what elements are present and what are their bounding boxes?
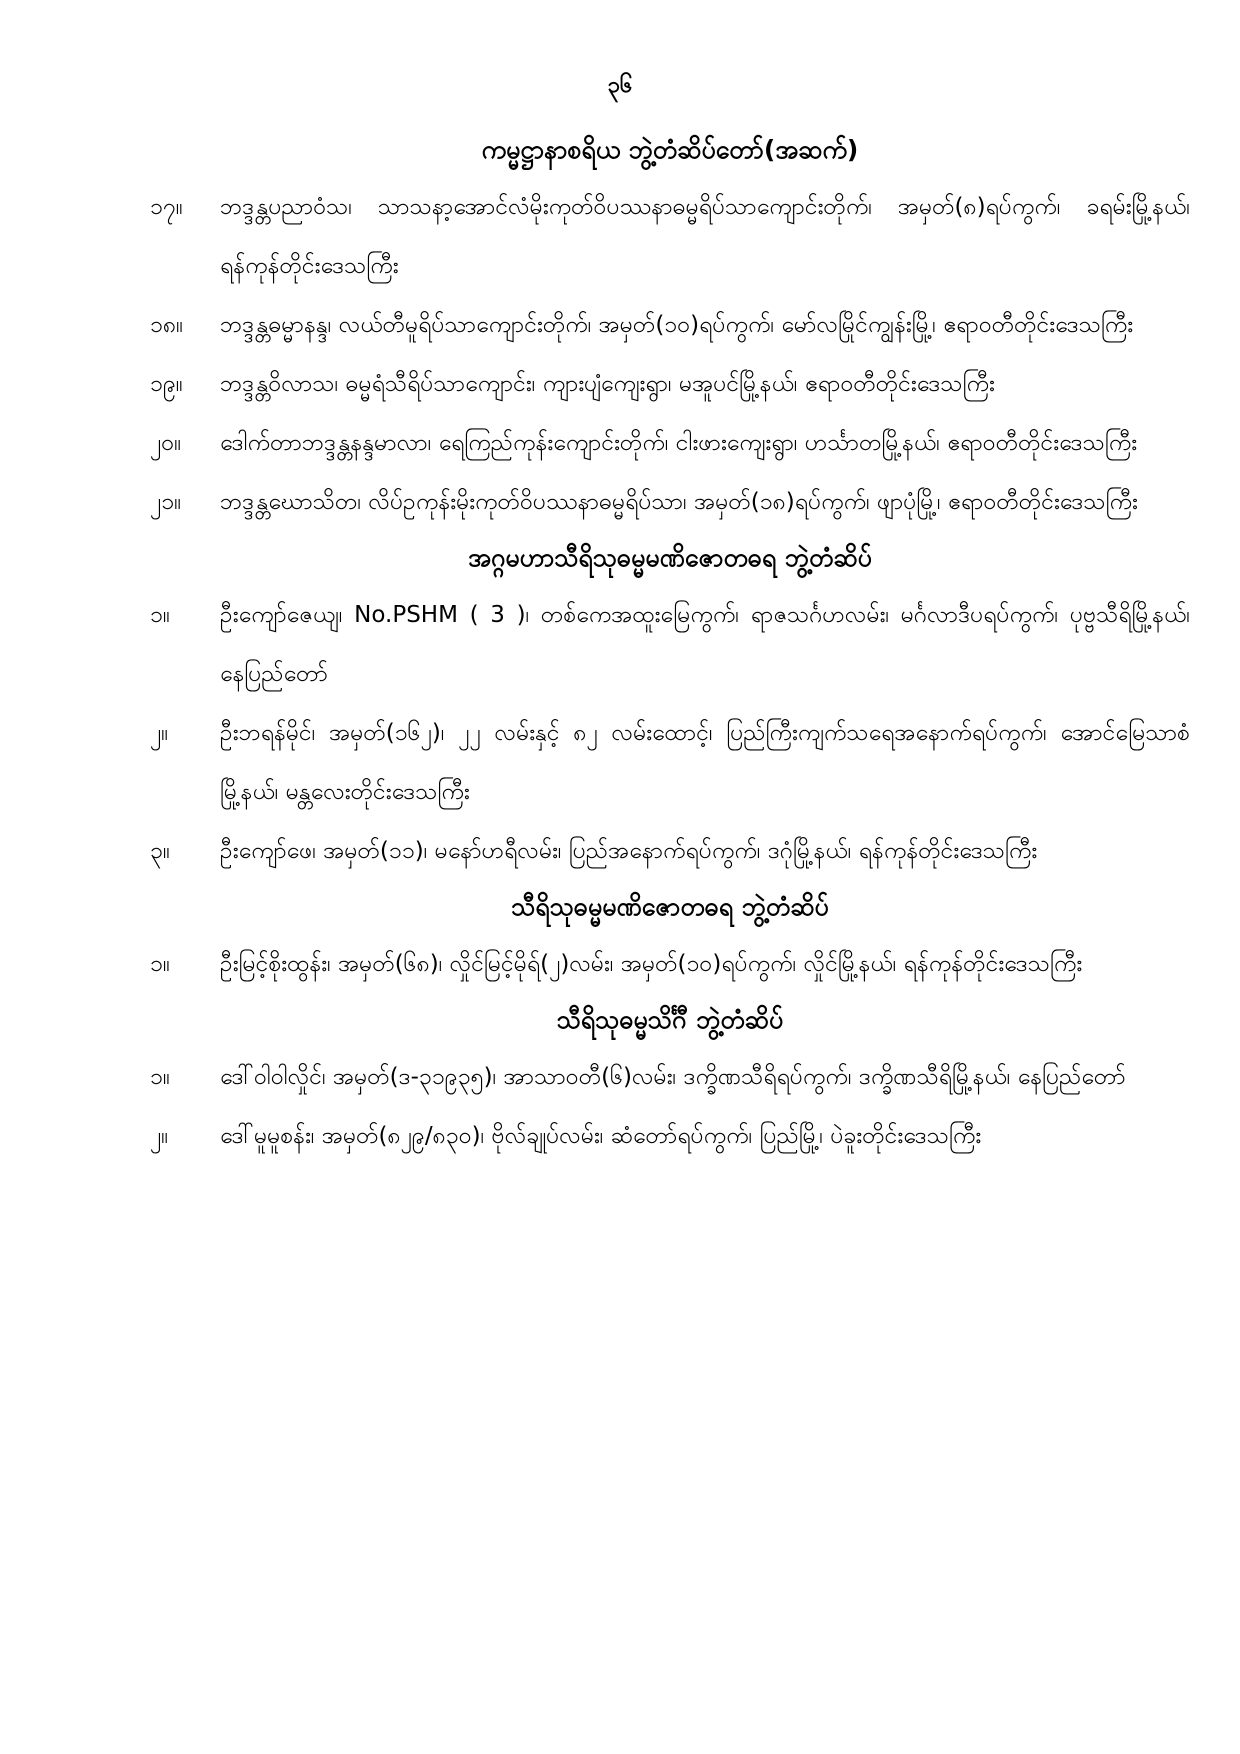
section-thiri-thudhamma-thingi [150, 998, 1190, 1166]
item-text: ဒေါက်တာဘဒ္ဒန္တနန္ဒမာလာ၊ ရေကြည်ကုန်းကျောင်းတိုက်၊ ငါးဖားကျေးရွာ၊ ဟင်္သာတမြို့နယ်၊ ဧရာဝတီတိုင်းဒေသကြီး [220, 430, 1138, 456]
item-text: ဒေါ်မူမူစန်း၊ အမှတ်(၈၂၉/၈၃၀)၊ ဗိုလ်ချုပ်လမ်း၊ ဆံတော်ရပ်ကွက်၊ ပြည်မြို့၊ ပဲခူးတိုင်းဒေသကြီး [220, 1123, 982, 1149]
item-number: ၂။ [150, 1123, 169, 1149]
section-thiri-thudhamma-mani [150, 885, 1190, 994]
item-number: ၁၇။ [150, 194, 183, 220]
item-text: ဦးဘရန်မိုင်၊ အမှတ်(၁၆၂)၊ ၂၂ လမ်းနှင့် ၈၂ လမ်းထောင့်၊ ပြည်ကြီးကျက်သရေအနောက်ရပ်ကွက်၊ အောင်မြေသာစံမြို့နယ်၊ မန္တလေးတိုင်းဒေသကြီး [220, 720, 1190, 805]
item-text: ဒေါ်ဝါဝါလှိုင်၊ အမှတ်(ဒ-၃၁၉၃၅)၊ အာသာဝတီ(၆)လမ်း၊ ဒက္ခိဏသီရိရပ်ကွက်၊ ဒက္ခိဏသီရိမြို့နယ်၊ နေပြည်တော် [220, 1064, 1126, 1090]
item-number: ၂။ [150, 720, 169, 746]
item-text: ဦးကျော်ဖေ၊ အမှတ်(၁၁)၊ မနော်ဟရီလမ်း၊ ပြည်အနောက်ရပ်ကွက်၊ ဒဂုံမြို့နယ်၊ ရန်ကုန်တိုင်းဒေသကြီး [220, 838, 1038, 864]
list-item [150, 586, 1190, 704]
section-heading: အဂ္ဂမဟာသီရိသုဓမ္မမဏိဇောတဓရ ဘွဲ့တံဆိပ် [468, 543, 872, 572]
item-number: ၂၁။ [150, 489, 182, 515]
list-item [150, 1048, 1190, 1107]
section-heading: သီရိသုဓမ္မမဏိဇောတဓရ ဘွဲ့တံဆိပ် [511, 892, 829, 921]
list-item [150, 935, 1190, 994]
item-text: ဦးမြင့်စိုးထွန်း၊ အမှတ်(၆၈)၊ လှိုင်မြင့်မိုရ်(၂)လမ်း၊ အမှတ်(၁၀)ရပ်ကွက်၊ လှိုင်မြို့နယ်၊ ရန်ကုန်တိုင်းဒေသကြီး [220, 951, 1083, 977]
list-item [150, 704, 1190, 822]
item-number: ၁။ [150, 1064, 170, 1090]
section-kammatthanacariya [150, 128, 1190, 532]
list-item [150, 178, 1190, 296]
item-text: ဘဒ္ဒန္တပညာဝံသ၊ သာသနာ့အောင်လံမိုးကုတ်ဝိပဿနာဓမ္မရိပ်သာကျောင်းတိုက်၊ အမှတ်(၈)ရပ်ကွက်၊ ခရမ်းမြို့နယ်၊ ရန်ကုန်တိုင်းဒေသကြီး [220, 194, 1190, 279]
item-text: ဘဒ္ဒန္တဓမ္မာနန္ဒ၊ လယ်တီမူရိပ်သာကျောင်းတိုက်၊ အမှတ်(၁၀)ရပ်ကွက်၊ မော်လမြိုင်ကျွန်းမြို့၊ ဧရာဝတီတိုင်းဒေသကြီး [220, 312, 1134, 338]
item-number: ၁။ [150, 602, 170, 628]
page-number: ၃၆ [607, 73, 633, 98]
list-item [150, 296, 1190, 355]
document-body [150, 128, 1190, 1166]
section-heading: သီရိသုဓမ္မသိင်္ဂီ ဘွဲ့တံဆိပ် [556, 1005, 784, 1034]
list-item [150, 355, 1190, 414]
item-text: ဘဒ္ဒန္တဃောသိတ၊ လိပ်ဥကုန်းမိုးကုတ်ဝိပဿနာဓမ္မရိပ်သာ၊ အမှတ်(၁၈)ရပ်ကွက်၊ ဖျာပုံမြို့၊ ဧရာဝတီတိုင်းဒေသကြီး [220, 489, 1138, 515]
item-number: ၁၈။ [150, 312, 184, 338]
item-number: ၁၉။ [150, 371, 183, 397]
list-item [150, 473, 1190, 532]
item-number: ၁။ [150, 951, 170, 977]
list-item [150, 414, 1190, 473]
item-number: ၂၀။ [150, 430, 182, 456]
section-agga-maha-thiri-thudhamma [150, 536, 1190, 881]
item-text: ဦးကျော်ဇေယျ၊ No.PSHM ( 3 )၊ တစ်ကေအထူးမြေကွက်၊ ရာဇသင်္ဂဟလမ်း၊ မင်္ဂလာဒီပရပ်ကွက်၊ ပုဗ္ဗသီရိမြို့နယ်၊ နေပြည်တော် [220, 602, 1190, 687]
item-number: ၃။ [150, 838, 170, 864]
list-item [150, 822, 1190, 881]
section-heading: ကမ္မဋ္ဌာနာစရိယ ဘွဲ့တံဆိပ်တော်(အဆက်) [481, 135, 859, 164]
item-text: ဘဒ္ဒန္တဝိလာသ၊ ဓမ္မရံသီရိပ်သာကျောင်း၊ ကျားပျံကျေးရွာ၊ မအူပင်မြို့နယ်၊ ဧရာဝတီတိုင်းဒေသကြီး [220, 371, 995, 397]
list-item [150, 1107, 1190, 1166]
